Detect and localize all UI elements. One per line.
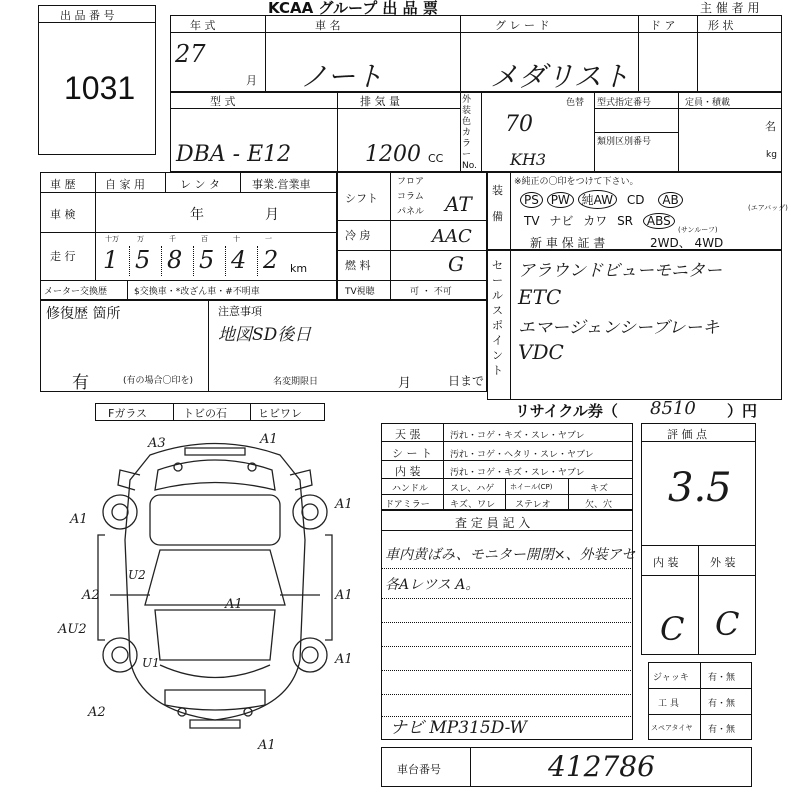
sales-item-1: アラウンドビューモニター: [518, 261, 722, 281]
odometer-digit-label: 十万: [105, 235, 119, 243]
recycle-label: リサイクル券（: [515, 402, 618, 420]
meter-legend: $交換車・*改ざん車・#不明車: [134, 287, 260, 297]
capacity-unit-kg: kg: [766, 150, 777, 160]
equipment-line1: [520, 190, 683, 209]
fuel-value: G: [448, 252, 464, 276]
history-private: 自 家 用: [105, 178, 145, 191]
stereo-items: 欠、穴: [585, 500, 613, 510]
mirror-label: ドアミラー: [385, 500, 430, 510]
type-value: DBA - E12: [176, 142, 292, 167]
odometer-digit-label: 十: [233, 235, 240, 243]
odometer-separator: [129, 246, 130, 276]
inspection-year: 年: [190, 207, 204, 223]
shift-panel: パネル: [397, 207, 425, 217]
color-value: 70: [505, 112, 533, 137]
lot-number: 1031: [64, 70, 136, 106]
mark-rear-a2: A2: [88, 705, 106, 720]
type-designation-label: 型式指定番号: [597, 98, 652, 108]
interior-grade-label: 内 装: [653, 556, 679, 569]
jack-value: 有・無: [708, 673, 736, 683]
year-label: 年 式: [190, 19, 216, 32]
eq-aw: 純AW: [578, 190, 617, 209]
inspection-label: 車 検: [50, 208, 76, 221]
recycle-unit: ）円: [727, 402, 758, 420]
spare-label: スペアタイヤ: [651, 724, 693, 732]
ac-label: 冷 房: [345, 229, 371, 242]
mileage-label: 走 行: [50, 250, 76, 263]
mark-roof-a1: A1: [225, 597, 243, 612]
color-change-label: 色替: [566, 98, 585, 108]
drive-label: 2WD、 4WD: [650, 236, 724, 250]
notes-value: 地図SD後日: [218, 325, 312, 345]
chassis-value: 412786: [548, 750, 655, 783]
eq-abs: ABS: [643, 213, 675, 229]
odometer-separator: [193, 246, 194, 276]
tool-label: 工 具: [658, 699, 679, 709]
repair-label: 修復歴 箇所: [46, 306, 121, 322]
evaluation-score: 3.5: [668, 465, 732, 511]
odometer-digit: 5: [135, 246, 151, 274]
mark-right-rear-a1: A1: [335, 652, 353, 667]
ceiling-label: 天 張: [395, 428, 421, 441]
mark-u1: U1: [142, 656, 160, 670]
odometer-digit: 2: [263, 246, 279, 274]
form-title: KCAA グループ 出 品 票: [268, 0, 438, 17]
odometer-digit: 4: [231, 246, 247, 274]
handle-items: スレ、ハゲ: [450, 484, 495, 494]
mirror-items: キズ、ワレ: [450, 500, 496, 510]
eq-tv: TV: [524, 214, 540, 228]
mark-right-a1: A1: [335, 588, 353, 603]
interior-row-label: 内 装: [395, 465, 421, 478]
evaluation-label: 評 価 点: [667, 428, 707, 441]
mark-rear-a1: A1: [258, 738, 276, 753]
odometer-digit: 8: [167, 246, 183, 274]
odometer-digit: 1: [103, 246, 119, 274]
top-row-box: [170, 15, 782, 92]
inspector-navi: ナビ MP315D-W: [390, 718, 527, 738]
interior-row-items: 汚れ・コゲ・キズ・スレ・ヤブレ: [450, 468, 585, 478]
deadline-month: 月: [398, 376, 412, 391]
shift-value: AT: [445, 192, 472, 216]
mark-left-front-a1: A1: [70, 512, 88, 527]
warranty-label: 新 車 保 証 書: [530, 236, 606, 250]
recycle-value: 8510: [650, 398, 696, 419]
odometer-digit-label: 百: [201, 235, 208, 243]
tool-value: 有・無: [708, 699, 736, 709]
exterior-color-label: 外装色 カラーNo.: [462, 95, 477, 171]
deadline-day: 日まで: [448, 374, 485, 388]
chassis-label: 車台番号: [397, 763, 441, 776]
glass-tab-chip: トビの石: [183, 407, 227, 420]
name-value: ノート: [300, 60, 384, 93]
grade-label: グ レ ー ド: [495, 19, 550, 32]
name-label: 車 名: [315, 19, 341, 32]
cc-unit: CC: [428, 152, 444, 165]
airbag-note: (エアバッグ): [748, 204, 788, 212]
shift-column: コラム: [397, 192, 424, 202]
seat-items: 汚れ・コゲ・ヘタリ・スレ・ヤブレ: [450, 450, 594, 460]
history-business: 事業.営業車: [252, 178, 311, 191]
fuel-label: 燃 料: [345, 259, 371, 272]
type-label: 型 式: [210, 95, 236, 108]
glass-tab-crack: ヒビワレ: [258, 407, 302, 420]
jack-label: ジャッキ: [653, 673, 689, 683]
km-unit: km: [290, 262, 308, 275]
odometer-digit-label: 万: [137, 235, 144, 243]
odometer-digit-label: 千: [169, 235, 176, 243]
sunroof-note: (サンルーフ): [678, 226, 718, 234]
equipment-label: 装 備: [492, 184, 503, 223]
month-unit: 月: [246, 74, 257, 87]
mark-left-au2: AU2: [58, 622, 87, 637]
inspector-label: 査 定 員 記 入: [455, 516, 531, 530]
history-rental: レ ン タ: [180, 178, 220, 191]
tv-label: TV視聴: [345, 287, 375, 297]
eq-cd: CD: [626, 193, 645, 207]
repair-has: 有: [72, 373, 89, 393]
odometer-separator: [257, 246, 258, 276]
wheel-label: ホイール(CP): [510, 483, 553, 491]
odometer-separator: [161, 246, 162, 276]
color-no-value: KH3: [510, 150, 547, 169]
wheel-items: キズ: [590, 484, 608, 494]
mark-left-a2: A2: [82, 588, 100, 603]
mark-right-front-a1: A1: [335, 497, 353, 512]
eq-sr: SR: [617, 214, 634, 228]
repair-has-note: (有の場合〇印を): [123, 376, 194, 386]
equipment-line2: [524, 212, 675, 229]
inspector-line-2: 各Aレツス A。: [385, 577, 480, 593]
sales-points-label: セールスポイント: [492, 259, 503, 377]
tv-value: 可 ・ 不可: [410, 287, 452, 297]
odometer-separator: [225, 246, 226, 276]
seat-label: シ ー ト: [392, 447, 432, 460]
meter-exchange-label: メーター交換歴: [44, 287, 108, 297]
lot-label: 出 品 番 号: [60, 9, 115, 22]
category-no-label: 類別区別番号: [597, 137, 652, 147]
eq-ps: PS: [520, 192, 543, 208]
shift-label: シフト: [345, 192, 378, 205]
ceiling-items: 汚れ・コゲ・キズ・スレ・ヤブレ: [450, 431, 585, 441]
sales-item-2: ETC: [518, 285, 562, 309]
disp-value: 1200: [365, 142, 421, 167]
eq-ab: AB: [658, 192, 682, 208]
exterior-grade-label: 外 装: [710, 556, 736, 569]
shape-label: 形 状: [708, 19, 734, 32]
stereo-label: ステレオ: [515, 500, 551, 510]
equipment-note: ※純正の〇印をつけて下さい。: [514, 177, 639, 187]
history-label: 車 歴: [50, 178, 76, 191]
year-value: 27: [175, 40, 206, 68]
grade-value: メダリスト: [490, 60, 630, 93]
shift-floor: フロア: [397, 177, 425, 187]
odometer-digit: 5: [199, 246, 215, 274]
capacity-unit-persons: 名: [765, 120, 776, 133]
mark-front-right-a1: A1: [260, 432, 278, 447]
deadline-label: 名変期限日: [273, 377, 319, 387]
odometer-digit-label: 一: [265, 235, 272, 243]
notes-label: 注意事項: [218, 305, 262, 318]
interior-grade-value: C: [660, 610, 685, 648]
mark-u2: U2: [128, 568, 146, 582]
mark-front-a3: A3: [148, 436, 166, 451]
door-label: ド ア: [650, 19, 676, 32]
disp-label: 排 気 量: [360, 95, 400, 108]
handle-label: ハンドル: [392, 484, 429, 494]
eq-navi: ナビ: [549, 214, 574, 228]
exterior-grade-value: C: [715, 605, 740, 643]
inspection-month: 月: [265, 207, 279, 223]
eq-leather: カワ: [583, 214, 608, 228]
spare-value: 有・無: [708, 725, 736, 735]
eq-pw: PW: [547, 192, 574, 208]
organizer-label: 主 催 者 用: [700, 1, 760, 15]
capacity-label: 定員・積載: [685, 98, 731, 108]
glass-tab-front: Fガラス: [108, 407, 147, 420]
inspector-line-1: 車内黄ばみ、モニター開閉×、外装アセ: [385, 547, 636, 563]
sales-item-3: エマージェンシーブレーキ: [518, 318, 720, 338]
sales-item-4: VDC: [518, 340, 564, 364]
ac-value: AAC: [432, 226, 472, 247]
